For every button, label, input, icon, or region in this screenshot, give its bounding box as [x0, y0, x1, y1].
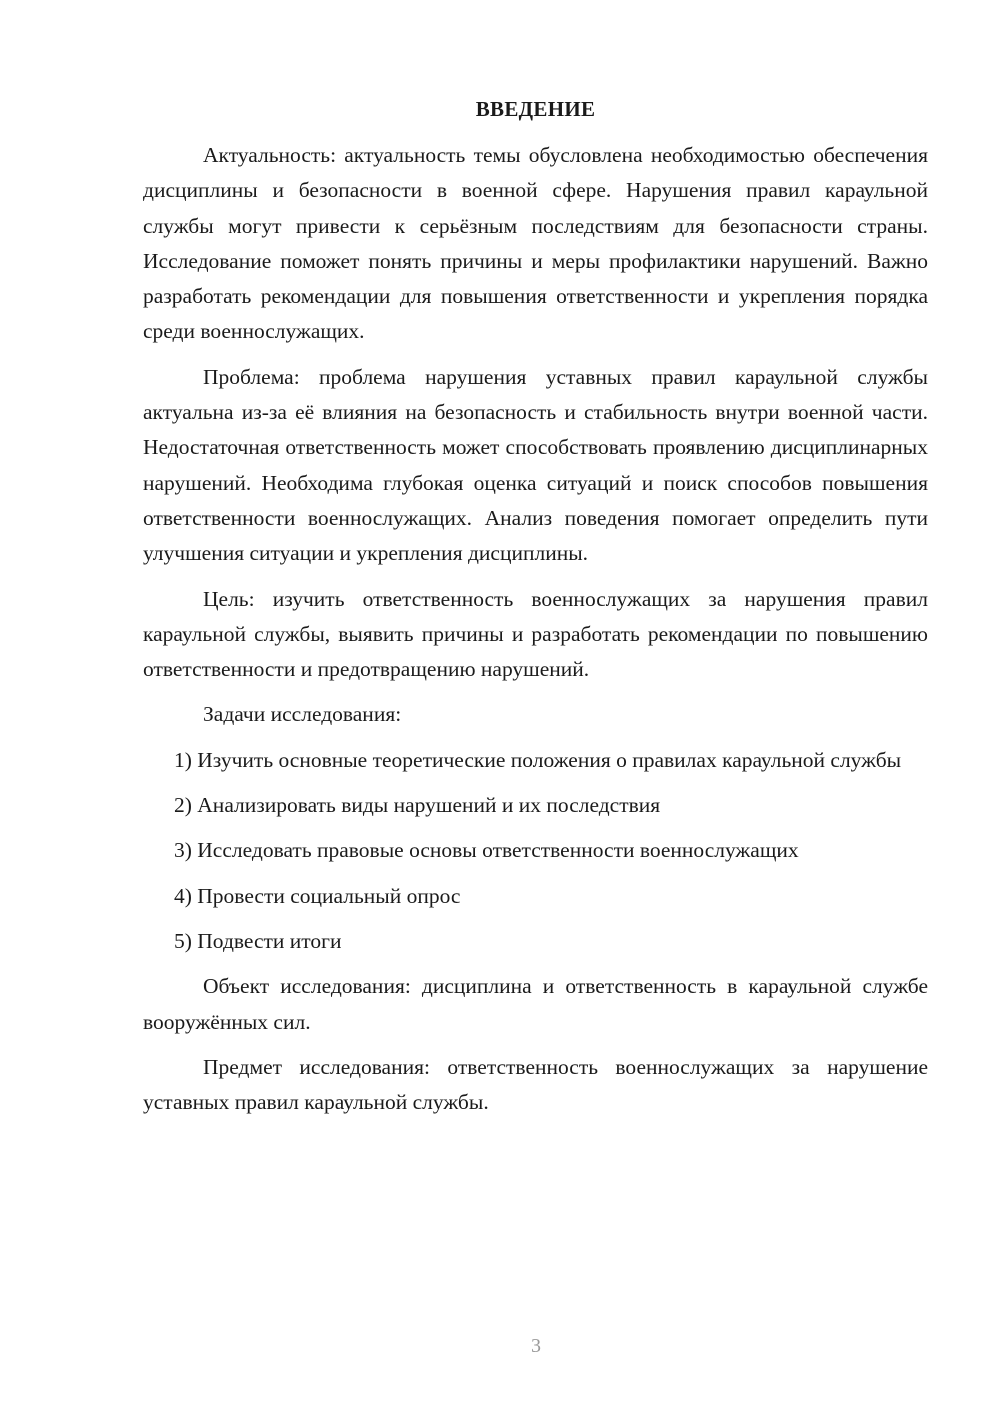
- page-content: [143, 94, 928, 1120]
- task-item-3: 3) Исследовать правовые основы ответственности военнослужащих: [174, 838, 799, 863]
- goal-paragraph: Цель: изучить ответственность военнослужащих за нарушения правил караульной службы, выявить причины и разработать рекомендации по повышению ответственности и предотвращению нарушений.: [143, 586, 928, 682]
- tasks-heading: Задачи исследования:: [203, 702, 402, 727]
- task-item-2: 2) Анализировать виды нарушений и их последствия: [174, 793, 661, 818]
- relevance-paragraph: Актуальность: актуальность темы обусловлена необходимостью обеспечения дисциплины и безопасности в военной сфере. Нарушения правил караульной службы могут привести к серьёзным последствиям для безопасности страны. Исследование поможет понять причины и меры профилактики нарушений. Важно разработать рекомендации для повышения ответственности и укрепления порядка среди военнослужащих.: [143, 143, 928, 344]
- page-title: ВВЕДЕНИЕ: [475, 97, 596, 121]
- page-number: 3: [531, 1335, 541, 1357]
- subject-paragraph: Предмет исследования: ответственность военнослужащих за нарушение уставных правил караульной службы.: [143, 1054, 928, 1115]
- problem-paragraph: Проблема: проблема нарушения уставных правил караульной службы актуальна из-за её влияния на безопасность и стабильность внутри военной части. Недостаточная ответственность может способствовать проявлению дисциплинарных нарушений. Необходима глубокая оценка ситуаций и поиск способов повышения ответственности военнослужащих. Анализ поведения помогает определить пути улучшения ситуации и укрепления дисциплины.: [143, 364, 928, 566]
- task-item-4: 4) Провести социальный опрос: [174, 883, 461, 908]
- object-paragraph: Объект исследования: дисциплина и ответственность в караульной службе вооружённых сил.: [143, 974, 928, 1034]
- task-item-5: 5) Подвести итоги: [174, 928, 342, 953]
- task-item-1: 1) Изучить основные теоретические положения о правилах караульной службы: [174, 747, 902, 772]
- tasks-list: [143, 743, 928, 959]
